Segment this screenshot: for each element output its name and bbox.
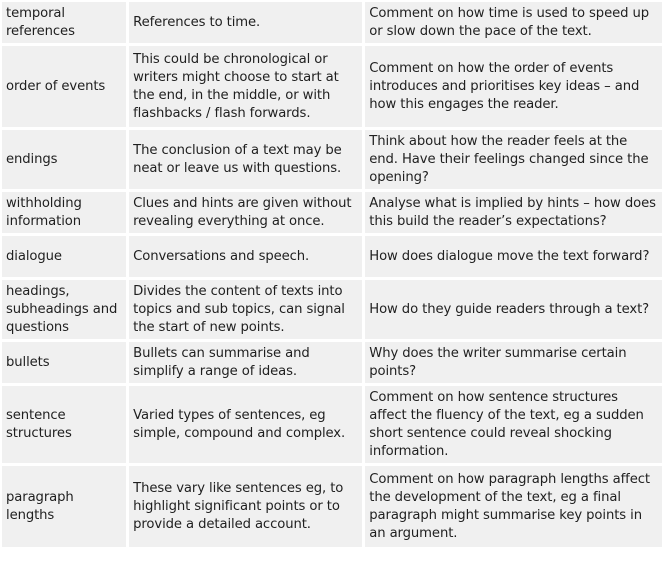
feature-cell: headings, subheadings and questions <box>2 280 126 339</box>
table-row <box>2 280 662 339</box>
table-row <box>2 386 662 463</box>
feature-cell: bullets <box>2 342 126 383</box>
feature-cell: dialogue <box>2 236 126 277</box>
feature-cell: endings <box>2 130 126 189</box>
description-cell: Conversations and speech. <box>129 236 362 277</box>
feature-cell: sentence structures <box>2 386 126 463</box>
table-row <box>2 130 662 189</box>
question-cell: How does dialogue move the text forward? <box>365 236 662 277</box>
question-cell: Comment on how time is used to speed up or slow down the pace of the text. <box>365 2 662 43</box>
table-row <box>2 236 662 277</box>
description-cell: Bullets can summarise and simplify a range of ideas. <box>129 342 362 383</box>
table-row <box>2 466 662 547</box>
table-row <box>2 342 662 383</box>
table-row <box>2 46 662 127</box>
question-cell: Comment on how the order of events introduces and prioritises key ideas – and how this engages the reader. <box>365 46 662 127</box>
description-cell: This could be chronological or writers might choose to start at the end, in the middle, or with flashbacks / flash forwards. <box>129 46 362 127</box>
feature-cell: temporal references <box>2 2 126 43</box>
question-cell: Comment on how paragraph lengths affect the development of the text, eg a final paragraph might summarise key points in an argument. <box>365 466 662 547</box>
question-cell: Comment on how sentence structures affect the fluency of the text, eg a sudden short sentence could reveal shocking information. <box>365 386 662 463</box>
description-cell: These vary like sentences eg, to highlight significant points or to provide a detailed account. <box>129 466 362 547</box>
table-row <box>2 192 662 233</box>
description-cell: Clues and hints are given without revealing everything at once. <box>129 192 362 233</box>
feature-cell: order of events <box>2 46 126 127</box>
question-cell: How do they guide readers through a text? <box>365 280 662 339</box>
description-cell: Divides the content of texts into topics and sub topics, can signal the start of new points. <box>129 280 362 339</box>
table-row <box>2 2 662 43</box>
description-cell: References to time. <box>129 2 362 43</box>
description-cell: Varied types of sentences, eg simple, compound and complex. <box>129 386 362 463</box>
feature-cell: paragraph lengths <box>2 466 126 547</box>
description-cell: The conclusion of a text may be neat or leave us with questions. <box>129 130 362 189</box>
question-cell: Why does the writer summarise certain points? <box>365 342 662 383</box>
question-cell: Think about how the reader feels at the end. Have their feelings changed since the opening? <box>365 130 662 189</box>
question-cell: Analyse what is implied by hints – how does this build the reader’s expectations? <box>365 192 662 233</box>
feature-cell: withholding information <box>2 192 126 233</box>
